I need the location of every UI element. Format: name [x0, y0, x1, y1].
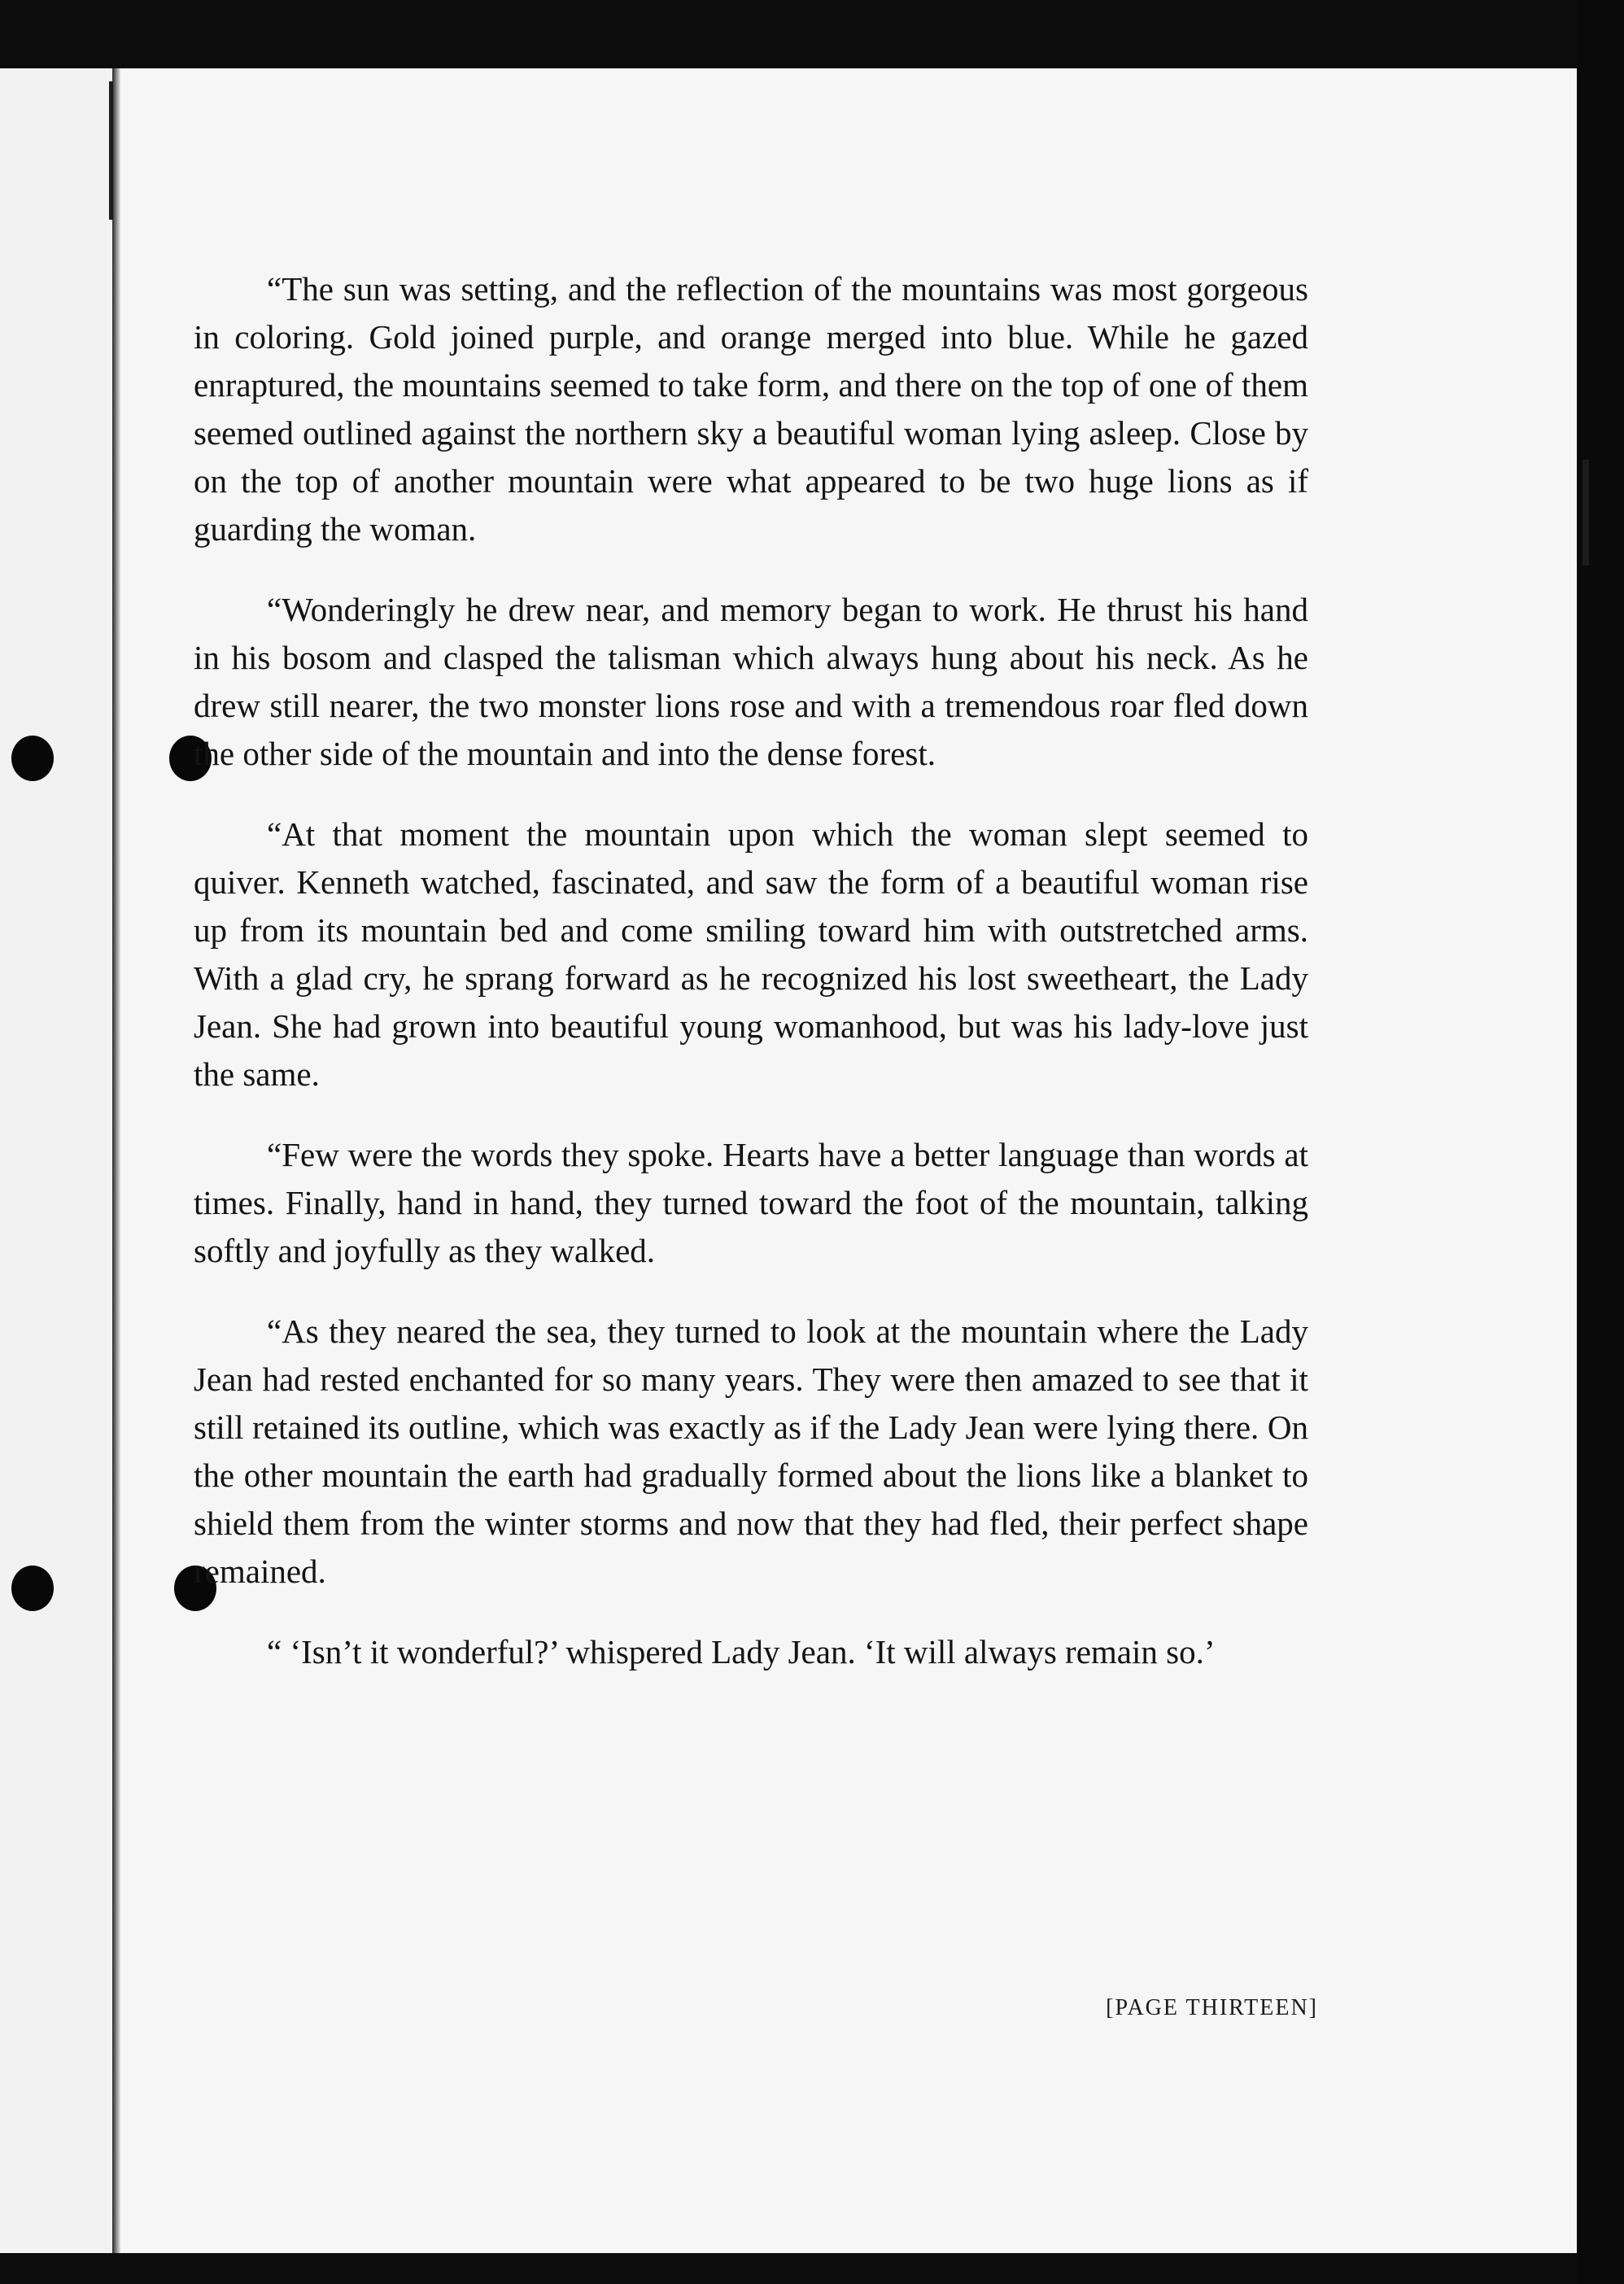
paragraph: “The sun was setting, and the reflection of the mountains was most gorgeous in coloring. Gold joined purple, and orange merged into blue. While he gazed enraptured, the mountains seemed to take form, and there on the top of one of them seemed outlined against the northern sky a beautiful woman lying asleep. Close by on the top of another mountain were what appeared to be two huge lions as if guarding the woman. [194, 270, 1308, 548]
edge-mark [1583, 460, 1589, 566]
page-number: [PAGE THIRTEEN] [1106, 1995, 1318, 2020]
paragraph: “ ‘Isn’t it wonderful?’ whispered Lady Jean. ‘It will always remain so.’ [267, 1633, 1216, 1670]
right-edge [1577, 0, 1624, 2284]
binding-margin [0, 68, 112, 2253]
edge-mark [109, 81, 113, 220]
paragraph: “Few were the words they spoke. Hearts have a better language than words at times. Finally, hand in hand, they turned toward the foot of the mountain, talking softly and joyfully as they walked. [194, 1136, 1308, 1269]
paragraph: “As they neared the sea, they turned to look at the mountain where the Lady Jean had rested enchanted for so many years. They were then amazed to see that it still retained its outline, which was exactly as if the Lady Jean were lying there. On the other mountain the earth had gradually formed about the lions like a blanket to shield them from the winter storms and now that they had fled, their perfect shape remained. [194, 1312, 1308, 1590]
punch-hole-icon [11, 1566, 54, 1611]
paragraph: “At that moment the mountain upon which the woman slept seemed to quiver. Kenneth watched, fascinated, and saw the form of a beautiful woman rise up from its mountain bed and come smiling toward him with outstretched arms. With a glad cry, he sprang forward as he recognized his lost sweetheart, the Lady Jean. She had grown into beautiful young womanhood, but was his lady-love just the same. [194, 815, 1308, 1093]
body-text [194, 265, 1308, 1709]
punch-hole-icon [11, 736, 54, 781]
fold-shadow [112, 68, 120, 2253]
paragraph: “Wonderingly he drew near, and memory began to work. He thrust his hand in his bosom and clasped the talisman which always hung about his neck. As he drew still nearer, the two monster lions rose and with a tremendous roar fled down the other side of the mountain and into the dense forest. [194, 591, 1308, 772]
